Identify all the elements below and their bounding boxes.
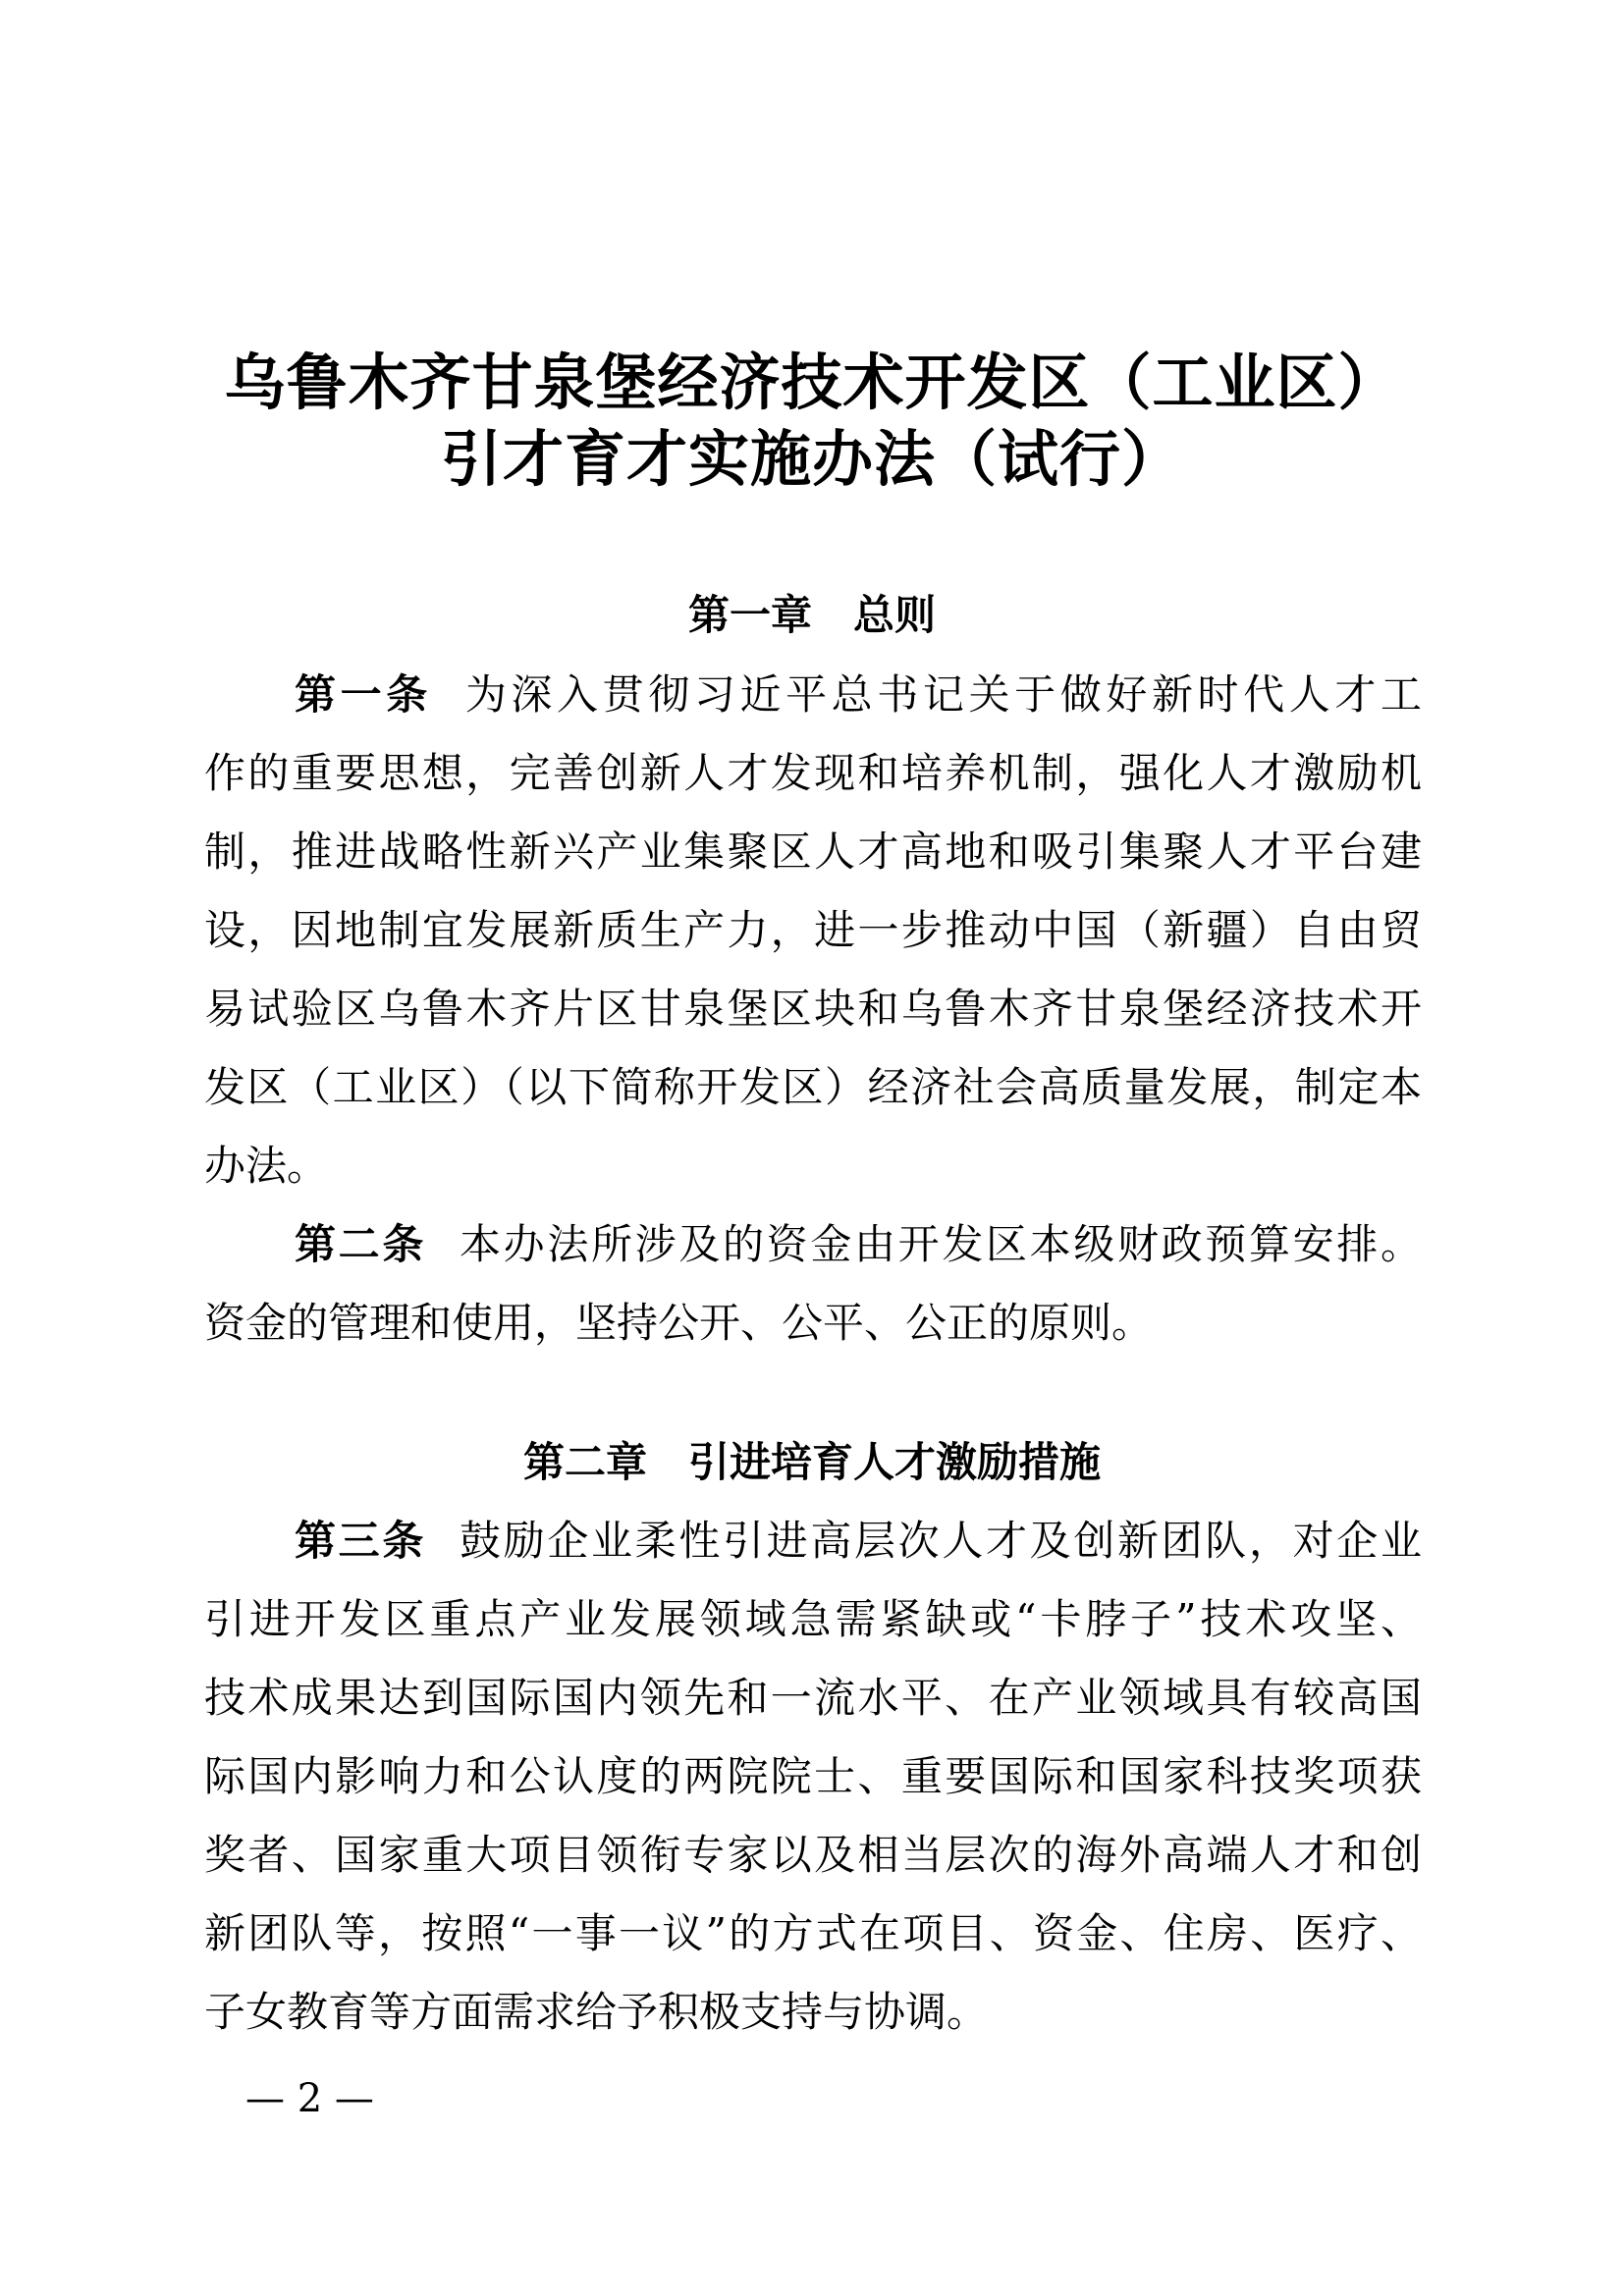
article-3-line-3: 技术成果达到国际国内领先和一流水平、在产业领域具有较高国 xyxy=(204,1674,1422,1722)
article-3-label: 第三条 xyxy=(295,1517,426,1565)
page-number: — 2 — xyxy=(245,2076,374,2121)
article-1-line-7: 办法。 xyxy=(204,1142,329,1190)
chapter-1-name: 总则 xyxy=(853,591,937,639)
article-2-text: 本办法所涉及的资金由开发区本级财政预算安排。 xyxy=(460,1220,1422,1268)
document-title-line-1: 乌鲁木齐甘泉堡经济技术开发区（工业区） xyxy=(224,347,1400,418)
chapter-2-number: 第二章 xyxy=(522,1438,647,1486)
article-1-line-1 xyxy=(295,656,1422,734)
article-3-line-7: 子女教育等方面需求给予积极支持与协调。 xyxy=(204,1988,989,2036)
chapter-1-number: 第一章 xyxy=(687,591,812,639)
article-1-line-3: 制，推进战略性新兴产业集聚区人才高地和吸引集聚人才平台建 xyxy=(204,828,1422,876)
chapter-2-heading xyxy=(0,1433,1624,1492)
article-3-line-6: 新团队等，按照“一事一议”的方式在项目、资金、住房、医疗、 xyxy=(204,1909,1422,1957)
article-2-line-2: 资金的管理和使用，坚持公开、公平、公正的原则。 xyxy=(204,1299,1154,1347)
article-3-line-4: 际国内影响力和公认度的两院院士、重要国际和国家科技奖项获 xyxy=(204,1752,1422,1800)
article-3-text: 鼓励企业柔性引进高层次人才及创新团队，对企业 xyxy=(460,1517,1422,1565)
article-3-line-5: 奖者、国家重大项目领衔专家以及相当层次的海外高端人才和创 xyxy=(204,1831,1422,1879)
chapter-2-name: 引进培育人才激励措施 xyxy=(688,1438,1102,1486)
document-title-line-2: 引才育才实施办法（试行） xyxy=(440,423,1183,495)
article-2-label: 第二条 xyxy=(295,1220,426,1268)
article-1-label: 第一条 xyxy=(295,670,432,719)
article-1-line-5: 易试验区乌鲁木齐片区甘泉堡区块和乌鲁木齐甘泉堡经济技术开 xyxy=(204,985,1422,1033)
article-1-line-4: 设，因地制宜发展新质生产力，进一步推动中国（新疆）自由贸 xyxy=(204,906,1422,954)
article-3-line-2: 引进开发区重点产业发展领域急需紧缺或“卡脖子”技术攻坚、 xyxy=(204,1595,1422,1643)
article-1-line-6: 发区（工业区）（以下简称开发区）经济社会高质量发展，制定本 xyxy=(204,1063,1422,1111)
article-1-line-2: 作的重要思想，完善创新人才发现和培养机制，强化人才激励机 xyxy=(204,749,1422,797)
chapter-1-heading xyxy=(0,586,1624,645)
article-3-line-1 xyxy=(295,1502,1422,1580)
article-1-text: 为深入贯彻习近平总书记关于做好新时代人才工 xyxy=(464,670,1422,719)
article-2-line-1 xyxy=(295,1205,1422,1284)
